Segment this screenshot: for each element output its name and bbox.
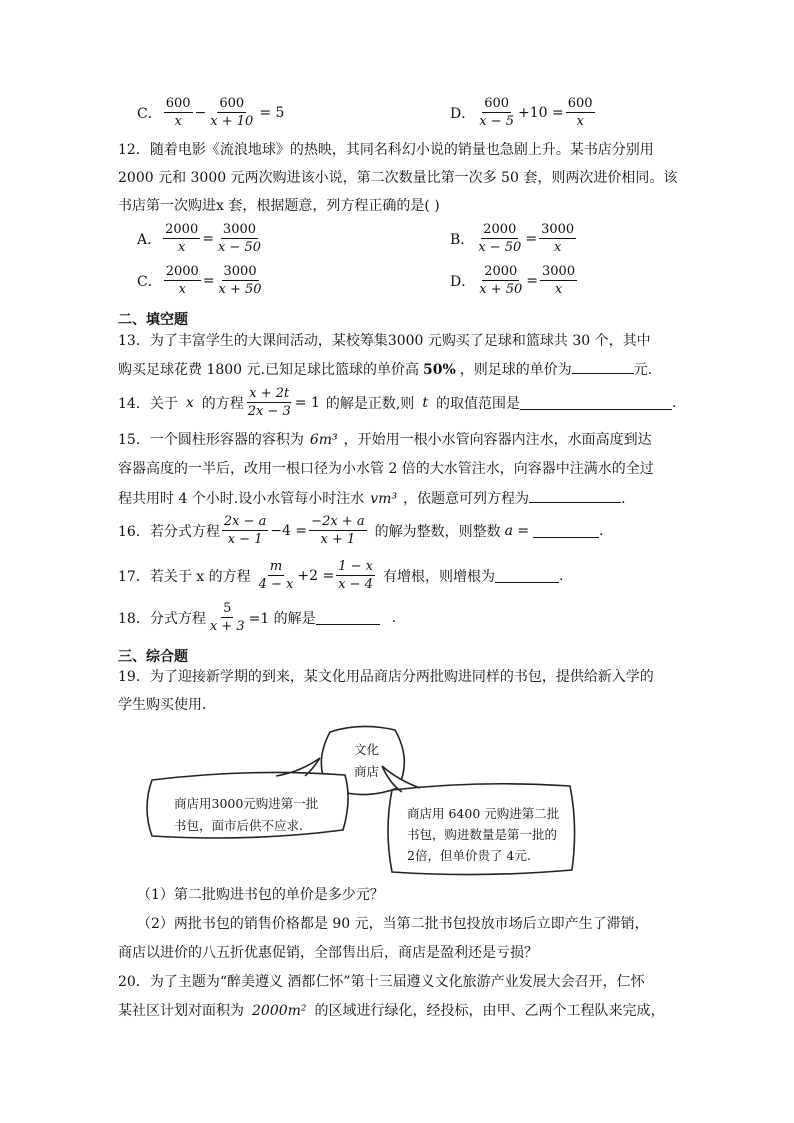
answer-blank[interactable] xyxy=(316,610,380,625)
section-heading-comprehensive: 三、综合题 xyxy=(118,649,188,665)
fraction: $\frac{5}{x + 3}$ xyxy=(209,601,245,634)
bubble-store-text-2: 商店 xyxy=(354,764,380,779)
q12-option-b[interactable]: B． $\frac{2000}{x - 50}$ = $\frac{3000}{x}$ xyxy=(450,222,575,255)
fraction: $\frac{3000}{x}$ xyxy=(541,222,575,255)
fraction: $\frac{3000}{x}$ xyxy=(542,264,576,297)
option-label: D． xyxy=(450,273,476,290)
q19-illustration xyxy=(0,720,794,880)
fraction: $\frac{2000}{x - 50}$ xyxy=(478,222,522,255)
q11-option-d[interactable]: D． $\frac{600}{x - 5}$ +10 = $\frac{600}{x}$ xyxy=(450,96,593,129)
q19-sub2-line1: （2）两批书包的销售价格都是 90 元，当第二批书包投放市场后立即产生了滞销， xyxy=(137,916,649,932)
option-label: C． xyxy=(137,273,162,290)
option-label: C． xyxy=(137,105,162,122)
q11-option-c[interactable]: C． $\frac{600}{x}$ − $\frac{600}{x + 10}$ = 5 xyxy=(137,96,285,129)
bubble-first-batch-text-1: 商店用3000元购进第一批 xyxy=(174,796,319,811)
fraction: $\frac{x + 2t}{2x - 3}$ xyxy=(247,386,291,419)
fraction: $\frac{m}{4 - x}$ xyxy=(258,559,294,592)
bubble-second-batch-text-3: 2倍，但单价贵了 4元. xyxy=(407,848,531,863)
fraction: $\frac{2000}{x + 50}$ xyxy=(479,264,523,297)
q12-option-d[interactable]: D． $\frac{2000}{x + 50}$ = $\frac{3000}{x}$ xyxy=(450,264,576,297)
q19-stem-line1: 19．为了迎接新学期的到来，某文化用品商店分两批购进同样的书包，提供给新入学的 xyxy=(118,669,654,685)
q15-stem-line3: 程共用时 4 个小时.设小水管每小时注水 vm³ ，依题意可列方程为 . xyxy=(118,488,626,509)
fraction: $\frac{3000}{x - 50}$ xyxy=(217,222,261,255)
answer-blank[interactable] xyxy=(495,568,559,583)
option-label: A． xyxy=(137,231,162,248)
answer-blank[interactable] xyxy=(572,359,634,374)
answer-blank[interactable] xyxy=(520,395,672,410)
answer-blank[interactable] xyxy=(529,488,621,503)
section-heading-fill-in: 二、填空题 xyxy=(118,312,188,328)
fraction: $\frac{3000}{x + 50}$ xyxy=(218,264,262,297)
q15-stem-line2: 容器高度的一半后，改用一根口径为小水管 2 倍的大水管注水，向容器中注满水的全过 xyxy=(118,461,654,477)
q19-sub1: （1）第二批购进书包的单价是多少元？ xyxy=(137,887,384,903)
fraction: $\frac{2x - a}{x - 1}$ xyxy=(223,514,267,547)
bubble-second-batch-text-2: 书包，购进数量是第一批的 xyxy=(407,827,558,842)
q12-stem-line1: 12．随着电影《流浪地球》的热映，其同名科幻小说的销量也急剧上升。某书店分别用 xyxy=(118,142,654,158)
q12-option-a[interactable]: A． $\frac{2000}{x}$ = $\frac{3000}{x - 50}$ xyxy=(137,222,261,255)
option-label: D． xyxy=(450,105,476,122)
bubble-second-batch-text-1: 商店用 6400 元购进第二批 xyxy=(407,806,560,821)
option-label: B． xyxy=(450,231,475,248)
fraction: $\frac{2000}{x}$ xyxy=(165,264,199,297)
bubble-store-text-1: 文化 xyxy=(354,742,380,757)
answer-blank[interactable] xyxy=(533,523,599,538)
q15-stem-line1: 15．一个圆柱形容器的容积为 6m³ ，开始用一根小水管向容器内注水，水面高度到达 xyxy=(118,432,652,448)
fraction: $\frac{-2x + a}{x + 1}$ xyxy=(311,514,365,547)
fraction: $\frac{1 - x}{x - 4}$ xyxy=(338,559,373,592)
q13-stem-line2: 购买足球花费 1800 元.已知足球比篮球的单价高 50% ，则足球的单价为 元. xyxy=(118,359,652,380)
q14-line: 14．关于 x 的方程 $\frac{x + 2t}{2x - 3}$ = 1 的解是正数,则 t 的取值范围是 . xyxy=(118,386,677,419)
q12-stem-line3: 书店第一次购进x 套，根据题意，列方程正确的是( ) xyxy=(118,198,440,214)
fraction: $\frac{2000}{x}$ xyxy=(165,222,199,255)
fraction: $\frac{600}{x}$ xyxy=(567,96,593,129)
q19-sub2-line2: 商店以进价的八五折优惠促销，全部售出后，商店是盈利还是亏损？ xyxy=(118,945,538,961)
q20-stem-line1: 20．为了主题为“醉美遵义 酒都仁怀”第十三届遵义文化旅游产业发展大会召开，仁怀 xyxy=(118,974,645,990)
q12-option-c[interactable]: C． $\frac{2000}{x}$ = $\frac{3000}{x + 50}$ xyxy=(137,264,262,297)
q17-line: 17．若关于 x 的方程 $\frac{m}{4 - x}$ +2 = $\frac{1 - x}{x - 4}$ 有增根，则增根为 . xyxy=(118,559,564,592)
q16-line: 16．若分式方程 $\frac{2x - a}{x - 1}$ −4 = $\frac{-2x + a}{x + 1}$ 的解为整数，则整数 a = . xyxy=(118,514,604,547)
q12-stem-line2: 2000 元和 3000 元两次购进该小说，第二次数量比第一次多 50 套，则两次进价相同。该 xyxy=(118,170,678,186)
bubble-first-batch-text-2: 书包，面市后供不应求. xyxy=(174,818,303,833)
q13-stem-line1: 13．为了丰富学生的大课间活动，某校筹集3000 元购买了足球和篮球共 30 个，其中 xyxy=(118,333,651,349)
fraction: $\frac{600}{x}$ xyxy=(165,96,191,129)
q18-line: 18．分式方程 $\frac{5}{x + 3}$ =1 的解是 . xyxy=(118,601,397,634)
fraction: $\frac{600}{x + 10}$ xyxy=(210,96,254,129)
q20-stem-line2: 某社区计划对面积为 2000m² 的区域进行绿化，经投标，由甲、乙两个工程队来完成， xyxy=(118,1003,665,1019)
q19-stem-line2: 学生购买使用． xyxy=(118,697,216,713)
fraction: $\frac{600}{x - 5}$ xyxy=(479,96,514,129)
